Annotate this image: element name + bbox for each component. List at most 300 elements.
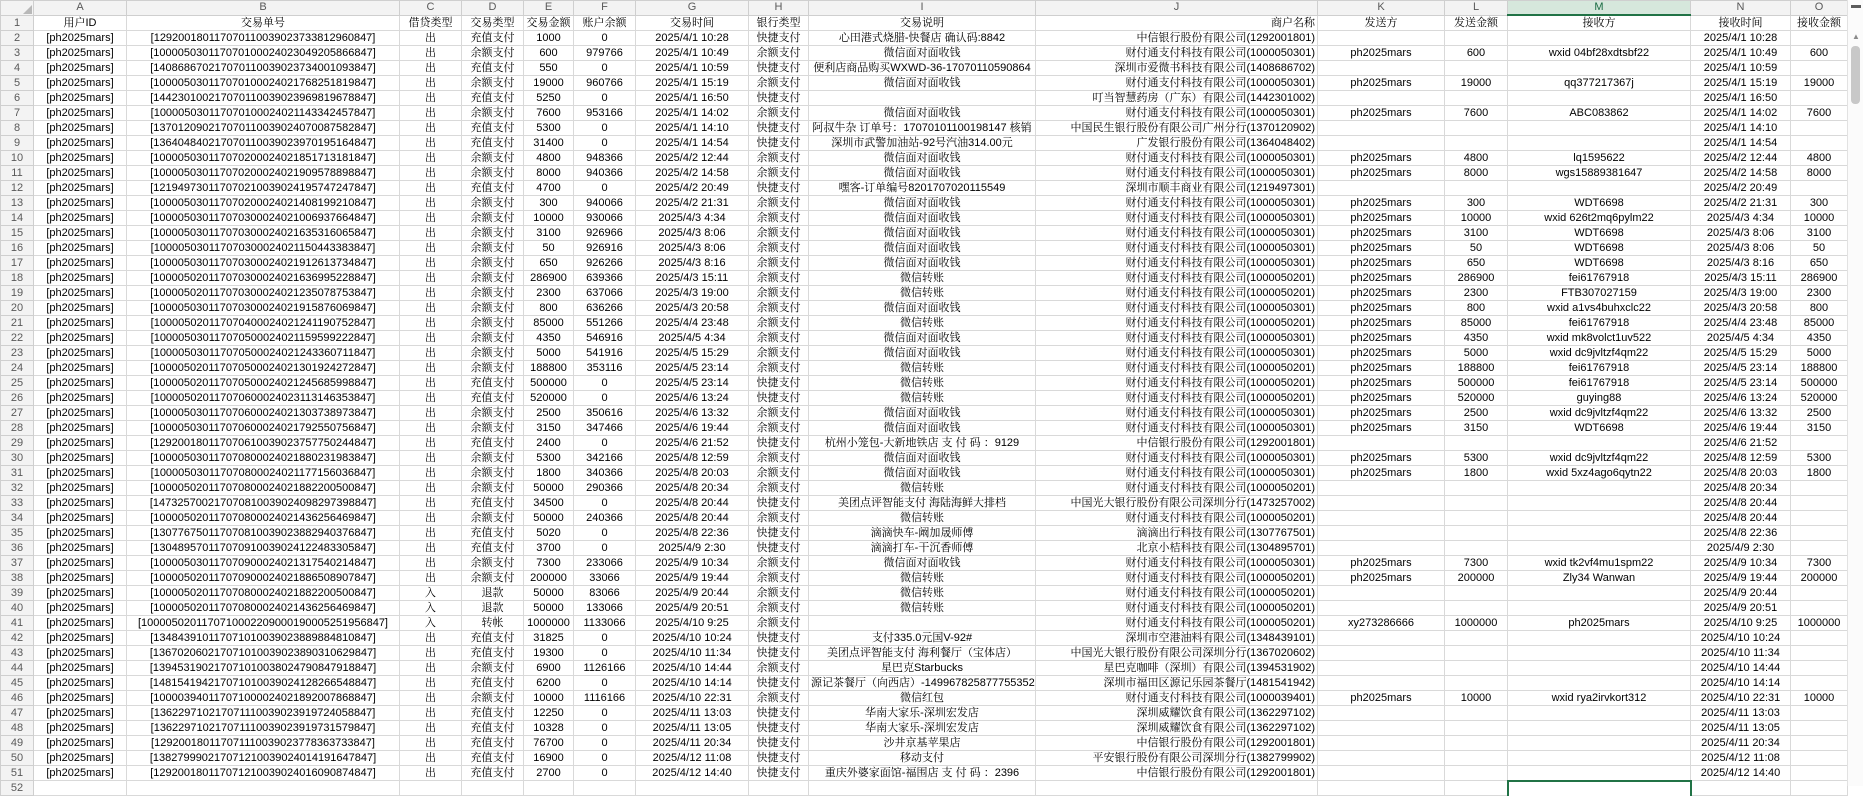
cell-E34[interactable]: 50000 xyxy=(524,511,574,526)
cell-H8[interactable]: 快捷支付 xyxy=(749,121,809,136)
cell-C20[interactable]: 出 xyxy=(400,301,462,316)
cell-K50[interactable] xyxy=(1318,751,1445,766)
cell-I25[interactable]: 微信转账 xyxy=(809,376,1036,391)
cell-J33[interactable]: 中国光大银行股份有限公司深圳分行(1473257002) xyxy=(1036,496,1318,511)
cell-A42[interactable]: [ph2025mars] xyxy=(34,631,127,646)
cell-D33[interactable]: 充值支付 xyxy=(462,496,524,511)
cell-L30[interactable]: 5300 xyxy=(1445,451,1508,466)
cell-O33[interactable] xyxy=(1791,496,1848,511)
row-header-39[interactable]: 39 xyxy=(1,586,34,601)
cell-E32[interactable]: 50000 xyxy=(524,481,574,496)
cell-D7[interactable]: 余额支付 xyxy=(462,106,524,121)
cell-E30[interactable]: 5300 xyxy=(524,451,574,466)
cell-L6[interactable] xyxy=(1445,91,1508,106)
cell-L7[interactable]: 7600 xyxy=(1445,106,1508,121)
cell-E25[interactable]: 500000 xyxy=(524,376,574,391)
cell-G17[interactable]: 2025/4/3 8:16 xyxy=(636,256,749,271)
cell-I39[interactable]: 微信转账 xyxy=(809,586,1036,601)
cell-D2[interactable]: 充值支付 xyxy=(462,31,524,46)
cell-I42[interactable]: 支付335.0元国V-92# xyxy=(809,631,1036,646)
cell-J21[interactable]: 财付通支付科技有限公司(1000050201) xyxy=(1036,316,1318,331)
cell-G3[interactable]: 2025/4/1 10:49 xyxy=(636,46,749,61)
cell-E16[interactable]: 50 xyxy=(524,241,574,256)
cell-J3[interactable]: 财付通支付科技有限公司(1000050301) xyxy=(1036,46,1318,61)
cell-A14[interactable]: [ph2025mars] xyxy=(34,211,127,226)
cell-M21[interactable]: fei61767918 xyxy=(1508,316,1691,331)
cell-M19[interactable]: FTB307027159 xyxy=(1508,286,1691,301)
cell-N33[interactable]: 2025/4/8 20:44 xyxy=(1691,496,1791,511)
cell-J24[interactable]: 财付通支付科技有限公司(1000050201) xyxy=(1036,361,1318,376)
cell-G4[interactable]: 2025/4/1 10:59 xyxy=(636,61,749,76)
row-header-48[interactable]: 48 xyxy=(1,721,34,736)
cell-C43[interactable]: 出 xyxy=(400,646,462,661)
cell-G14[interactable]: 2025/4/3 4:34 xyxy=(636,211,749,226)
cell-J9[interactable]: 广发银行股份有限公司(1364048402) xyxy=(1036,136,1318,151)
cell-D25[interactable]: 充值支付 xyxy=(462,376,524,391)
cell-J41[interactable]: 财付通支付科技有限公司(1000050201) xyxy=(1036,616,1318,631)
cell-N49[interactable]: 2025/4/11 20:34 xyxy=(1691,736,1791,751)
row-header-38[interactable]: 38 xyxy=(1,571,34,586)
cell-I40[interactable]: 微信转账 xyxy=(809,601,1036,616)
cell-L20[interactable]: 800 xyxy=(1445,301,1508,316)
cell-J1[interactable]: 商户名称 xyxy=(1036,15,1318,31)
cell-N46[interactable]: 2025/4/10 22:31 xyxy=(1691,691,1791,706)
cell-G37[interactable]: 2025/4/9 10:34 xyxy=(636,556,749,571)
cell-L4[interactable] xyxy=(1445,61,1508,76)
row-header-43[interactable]: 43 xyxy=(1,646,34,661)
cell-I43[interactable]: 美团点评智能支付 海利餐厅（宝体店） xyxy=(809,646,1036,661)
cell-E43[interactable]: 19300 xyxy=(524,646,574,661)
cell-K3[interactable]: ph2025mars xyxy=(1318,46,1445,61)
cell-K17[interactable]: ph2025mars xyxy=(1318,256,1445,271)
cell-M31[interactable]: wxid 5xz4ago6qytn22 xyxy=(1508,466,1691,481)
cell-M46[interactable]: wxid rya2irvkort312 xyxy=(1508,691,1691,706)
cell-J14[interactable]: 财付通支付科技有限公司(1000050301) xyxy=(1036,211,1318,226)
cell-M22[interactable]: wxid mk8volct1uv522 xyxy=(1508,331,1691,346)
cell-M51[interactable] xyxy=(1508,766,1691,781)
cell-L19[interactable]: 2300 xyxy=(1445,286,1508,301)
cell-D40[interactable]: 退款 xyxy=(462,601,524,616)
row-header-46[interactable]: 46 xyxy=(1,691,34,706)
cell-L45[interactable] xyxy=(1445,676,1508,691)
cell-G18[interactable]: 2025/4/3 15:11 xyxy=(636,271,749,286)
cell-E29[interactable]: 2400 xyxy=(524,436,574,451)
row-header-31[interactable]: 31 xyxy=(1,466,34,481)
cell-F38[interactable]: 33066 xyxy=(574,571,636,586)
cell-O28[interactable]: 3150 xyxy=(1791,421,1848,436)
cell-J20[interactable]: 财付通支付科技有限公司(1000050301) xyxy=(1036,301,1318,316)
cell-I2[interactable]: 心田港式烧腊-快餐店 确认码:8842 xyxy=(809,31,1036,46)
cell-E38[interactable]: 200000 xyxy=(524,571,574,586)
cell-E46[interactable]: 10000 xyxy=(524,691,574,706)
cell-A31[interactable]: [ph2025mars] xyxy=(34,466,127,481)
cell-M35[interactable] xyxy=(1508,526,1691,541)
cell-K21[interactable]: ph2025mars xyxy=(1318,316,1445,331)
cell-F42[interactable]: 0 xyxy=(574,631,636,646)
cell-B43[interactable]: [136702060217071010039023890310629847] xyxy=(127,646,400,661)
cell-O23[interactable]: 5000 xyxy=(1791,346,1848,361)
cell-G21[interactable]: 2025/4/4 23:48 xyxy=(636,316,749,331)
cell-L35[interactable] xyxy=(1445,526,1508,541)
cell-D22[interactable]: 余额支付 xyxy=(462,331,524,346)
cell-B7[interactable]: [100005030117070100024021143342457847] xyxy=(127,106,400,121)
cell-G31[interactable]: 2025/4/8 20:03 xyxy=(636,466,749,481)
cell-H35[interactable]: 快捷支付 xyxy=(749,526,809,541)
cell-O32[interactable] xyxy=(1791,481,1848,496)
cell-L9[interactable] xyxy=(1445,136,1508,151)
cell-D11[interactable]: 余额支付 xyxy=(462,166,524,181)
cell-C31[interactable]: 出 xyxy=(400,466,462,481)
cell-D29[interactable]: 充值支付 xyxy=(462,436,524,451)
cell-E49[interactable]: 76700 xyxy=(524,736,574,751)
cell-B6[interactable]: [144230100217070110039023969819678847] xyxy=(127,91,400,106)
cell-N51[interactable]: 2025/4/12 14:40 xyxy=(1691,766,1791,781)
cell-B29[interactable]: [129200180117070610039023757750244847] xyxy=(127,436,400,451)
cell-O9[interactable] xyxy=(1791,136,1848,151)
cell-M30[interactable]: wxid dc9jvltzf4qm22 xyxy=(1508,451,1691,466)
cell-M2[interactable] xyxy=(1508,31,1691,46)
cell-G39[interactable]: 2025/4/9 20:44 xyxy=(636,586,749,601)
cell-A2[interactable]: [ph2025mars] xyxy=(34,31,127,46)
cell-I47[interactable]: 华南大家乐-深圳宏发店 xyxy=(809,706,1036,721)
cell-O14[interactable]: 10000 xyxy=(1791,211,1848,226)
cell-J15[interactable]: 财付通支付科技有限公司(1000050301) xyxy=(1036,226,1318,241)
cell-A15[interactable]: [ph2025mars] xyxy=(34,226,127,241)
cell-J47[interactable]: 深圳威耀饮食有限公司(1362297102) xyxy=(1036,706,1318,721)
cell-H37[interactable]: 余额支付 xyxy=(749,556,809,571)
cell-H30[interactable]: 余额支付 xyxy=(749,451,809,466)
cell-L26[interactable]: 520000 xyxy=(1445,391,1508,406)
cell-E1[interactable]: 交易金额 xyxy=(524,15,574,31)
cell-J28[interactable]: 财付通支付科技有限公司(1000050301) xyxy=(1036,421,1318,436)
cell-N40[interactable]: 2025/4/9 20:51 xyxy=(1691,601,1791,616)
cell-F5[interactable]: 960766 xyxy=(574,76,636,91)
cell-D8[interactable]: 充值支付 xyxy=(462,121,524,136)
cell-D47[interactable]: 充值支付 xyxy=(462,706,524,721)
cell-D23[interactable]: 余额支付 xyxy=(462,346,524,361)
cell-H52[interactable] xyxy=(749,781,809,796)
cell-F32[interactable]: 290366 xyxy=(574,481,636,496)
cell-C41[interactable]: 入 xyxy=(400,616,462,631)
cell-K45[interactable] xyxy=(1318,676,1445,691)
cell-O30[interactable]: 5300 xyxy=(1791,451,1848,466)
cell-C29[interactable]: 出 xyxy=(400,436,462,451)
cell-E39[interactable]: 50000 xyxy=(524,586,574,601)
cell-O25[interactable]: 500000 xyxy=(1791,376,1848,391)
cell-M13[interactable]: WDT6698 xyxy=(1508,196,1691,211)
cell-O21[interactable]: 85000 xyxy=(1791,316,1848,331)
cell-N52[interactable] xyxy=(1691,781,1791,796)
cell-I1[interactable]: 交易说明 xyxy=(809,15,1036,31)
cell-O42[interactable] xyxy=(1791,631,1848,646)
cell-O29[interactable] xyxy=(1791,436,1848,451)
cell-I34[interactable]: 微信转账 xyxy=(809,511,1036,526)
cell-F31[interactable]: 340366 xyxy=(574,466,636,481)
row-header-36[interactable]: 36 xyxy=(1,541,34,556)
cell-M23[interactable]: wxid dc9jvltzf4qm22 xyxy=(1508,346,1691,361)
cell-L33[interactable] xyxy=(1445,496,1508,511)
cell-A46[interactable]: [ph2025mars] xyxy=(34,691,127,706)
cell-K23[interactable]: ph2025mars xyxy=(1318,346,1445,361)
cell-B45[interactable]: [148154194217071010039024128266548847] xyxy=(127,676,400,691)
cell-B42[interactable]: [134843910117071010039023889884810847] xyxy=(127,631,400,646)
cell-I50[interactable]: 移动支付 xyxy=(809,751,1036,766)
cell-A22[interactable]: [ph2025mars] xyxy=(34,331,127,346)
cell-O13[interactable]: 300 xyxy=(1791,196,1848,211)
cell-K11[interactable]: ph2025mars xyxy=(1318,166,1445,181)
row-header-40[interactable]: 40 xyxy=(1,601,34,616)
cell-A48[interactable]: [ph2025mars] xyxy=(34,721,127,736)
cell-I24[interactable]: 微信转账 xyxy=(809,361,1036,376)
cell-F43[interactable]: 0 xyxy=(574,646,636,661)
cell-A8[interactable]: [ph2025mars] xyxy=(34,121,127,136)
cell-E22[interactable]: 4350 xyxy=(524,331,574,346)
cell-F23[interactable]: 541916 xyxy=(574,346,636,361)
cell-B3[interactable]: [100005030117070100024023049205866847] xyxy=(127,46,400,61)
cell-M44[interactable] xyxy=(1508,661,1691,676)
cell-L27[interactable]: 2500 xyxy=(1445,406,1508,421)
cell-M47[interactable] xyxy=(1508,706,1691,721)
cell-D32[interactable]: 余额支付 xyxy=(462,481,524,496)
cell-H33[interactable]: 快捷支付 xyxy=(749,496,809,511)
row-header-24[interactable]: 24 xyxy=(1,361,34,376)
cell-O4[interactable] xyxy=(1791,61,1848,76)
cell-B14[interactable]: [100005030117070300024021006937664847] xyxy=(127,211,400,226)
cell-H24[interactable]: 余额支付 xyxy=(749,361,809,376)
cell-A51[interactable]: [ph2025mars] xyxy=(34,766,127,781)
row-header-16[interactable]: 16 xyxy=(1,241,34,256)
cell-F35[interactable]: 0 xyxy=(574,526,636,541)
cell-E48[interactable]: 10328 xyxy=(524,721,574,736)
cell-C9[interactable]: 出 xyxy=(400,136,462,151)
cell-D16[interactable]: 余额支付 xyxy=(462,241,524,256)
cell-K44[interactable] xyxy=(1318,661,1445,676)
cell-N23[interactable]: 2025/4/5 15:29 xyxy=(1691,346,1791,361)
cell-M16[interactable]: WDT6698 xyxy=(1508,241,1691,256)
cell-A50[interactable]: [ph2025mars] xyxy=(34,751,127,766)
cell-M4[interactable] xyxy=(1508,61,1691,76)
cell-B1[interactable]: 交易单号 xyxy=(127,15,400,31)
cell-N38[interactable]: 2025/4/9 19:44 xyxy=(1691,571,1791,586)
row-header-25[interactable]: 25 xyxy=(1,376,34,391)
cell-J22[interactable]: 财付通支付科技有限公司(1000050301) xyxy=(1036,331,1318,346)
cell-M15[interactable]: WDT6698 xyxy=(1508,226,1691,241)
cell-G15[interactable]: 2025/4/3 8:06 xyxy=(636,226,749,241)
cell-D14[interactable]: 余额支付 xyxy=(462,211,524,226)
cell-N27[interactable]: 2025/4/6 13:32 xyxy=(1691,406,1791,421)
cell-G35[interactable]: 2025/4/8 22:36 xyxy=(636,526,749,541)
cell-J11[interactable]: 财付通支付科技有限公司(1000050301) xyxy=(1036,166,1318,181)
cell-N28[interactable]: 2025/4/6 19:44 xyxy=(1691,421,1791,436)
cell-F2[interactable]: 0 xyxy=(574,31,636,46)
cell-H23[interactable]: 余额支付 xyxy=(749,346,809,361)
cell-D52[interactable] xyxy=(462,781,524,796)
cell-I16[interactable]: 微信面对面收钱 xyxy=(809,241,1036,256)
cell-M11[interactable]: wgs15889381647 xyxy=(1508,166,1691,181)
cell-C1[interactable]: 借贷类型 xyxy=(400,15,462,31)
cell-L34[interactable] xyxy=(1445,511,1508,526)
cell-L38[interactable]: 200000 xyxy=(1445,571,1508,586)
cell-I21[interactable]: 微信转账 xyxy=(809,316,1036,331)
cell-H25[interactable]: 快捷支付 xyxy=(749,376,809,391)
cell-C39[interactable]: 入 xyxy=(400,586,462,601)
cell-J5[interactable]: 财付通支付科技有限公司(1000050301) xyxy=(1036,76,1318,91)
cell-A34[interactable]: [ph2025mars] xyxy=(34,511,127,526)
cell-G46[interactable]: 2025/4/10 22:31 xyxy=(636,691,749,706)
cell-D1[interactable]: 交易类型 xyxy=(462,15,524,31)
cell-A44[interactable]: [ph2025mars] xyxy=(34,661,127,676)
cell-H15[interactable]: 余额支付 xyxy=(749,226,809,241)
column-header-H[interactable]: H xyxy=(749,1,809,16)
cell-I46[interactable]: 微信红包 xyxy=(809,691,1036,706)
cell-A1[interactable]: 用户ID xyxy=(34,15,127,31)
cell-G52[interactable] xyxy=(636,781,749,796)
cell-B15[interactable]: [100005030117070300024021635316065847] xyxy=(127,226,400,241)
cell-O19[interactable]: 2300 xyxy=(1791,286,1848,301)
cell-E8[interactable]: 5300 xyxy=(524,121,574,136)
cell-F8[interactable]: 0 xyxy=(574,121,636,136)
cell-E13[interactable]: 300 xyxy=(524,196,574,211)
cell-K35[interactable] xyxy=(1318,526,1445,541)
cell-G51[interactable]: 2025/4/12 14:40 xyxy=(636,766,749,781)
cell-J19[interactable]: 财付通支付科技有限公司(1000050201) xyxy=(1036,286,1318,301)
cell-K43[interactable] xyxy=(1318,646,1445,661)
cell-H11[interactable]: 余额支付 xyxy=(749,166,809,181)
cell-L40[interactable] xyxy=(1445,601,1508,616)
row-header-49[interactable]: 49 xyxy=(1,736,34,751)
cell-H41[interactable]: 余额支付 xyxy=(749,616,809,631)
cell-I12[interactable]: 嘿客-订单编号8201707020115549 xyxy=(809,181,1036,196)
cell-O7[interactable]: 7600 xyxy=(1791,106,1848,121)
cell-I27[interactable]: 微信面对面收钱 xyxy=(809,406,1036,421)
cell-J27[interactable]: 财付通支付科技有限公司(1000050301) xyxy=(1036,406,1318,421)
cell-I29[interactable]: 杭州小笼包-大新地铁店 支 付 码 ：9129 xyxy=(809,436,1036,451)
cell-B41[interactable]: [1000050201170710002209000190005251956847] xyxy=(127,616,400,631)
scrollbar-thumb[interactable] xyxy=(1851,46,1860,104)
cell-O48[interactable] xyxy=(1791,721,1848,736)
cell-G7[interactable]: 2025/4/1 14:02 xyxy=(636,106,749,121)
cell-B10[interactable]: [100005030117070200024021851713181847] xyxy=(127,151,400,166)
cell-J38[interactable]: 财付通支付科技有限公司(1000050201) xyxy=(1036,571,1318,586)
cell-C45[interactable]: 出 xyxy=(400,676,462,691)
cell-N37[interactable]: 2025/4/9 10:34 xyxy=(1691,556,1791,571)
cell-A25[interactable]: [ph2025mars] xyxy=(34,376,127,391)
cell-F28[interactable]: 347466 xyxy=(574,421,636,436)
cell-G2[interactable]: 2025/4/1 10:28 xyxy=(636,31,749,46)
cell-I5[interactable]: 微信面对面收钱 xyxy=(809,76,1036,91)
cell-E27[interactable]: 2500 xyxy=(524,406,574,421)
cell-L16[interactable]: 50 xyxy=(1445,241,1508,256)
cell-J10[interactable]: 财付通支付科技有限公司(1000050301) xyxy=(1036,151,1318,166)
cell-H12[interactable]: 快捷支付 xyxy=(749,181,809,196)
cell-M37[interactable]: wxid tk2vf4mu1spm22 xyxy=(1508,556,1691,571)
vertical-scrollbar[interactable] xyxy=(1847,0,1863,786)
cell-A4[interactable]: [ph2025mars] xyxy=(34,61,127,76)
cell-O8[interactable] xyxy=(1791,121,1848,136)
cell-G24[interactable]: 2025/4/5 23:14 xyxy=(636,361,749,376)
cell-D42[interactable]: 充值支付 xyxy=(462,631,524,646)
row-header-47[interactable]: 47 xyxy=(1,706,34,721)
cell-J35[interactable]: 滴滴出行科技有限公司(1307767501) xyxy=(1036,526,1318,541)
cell-B17[interactable]: [100005030117070300024021912613734847] xyxy=(127,256,400,271)
cell-K24[interactable]: ph2025mars xyxy=(1318,361,1445,376)
cell-O44[interactable] xyxy=(1791,661,1848,676)
cell-N30[interactable]: 2025/4/8 12:59 xyxy=(1691,451,1791,466)
cell-O37[interactable]: 7300 xyxy=(1791,556,1848,571)
cell-F22[interactable]: 546916 xyxy=(574,331,636,346)
cell-N34[interactable]: 2025/4/8 20:44 xyxy=(1691,511,1791,526)
cell-F30[interactable]: 342166 xyxy=(574,451,636,466)
cell-B35[interactable]: [130776750117070810039023882940376847] xyxy=(127,526,400,541)
cell-O36[interactable] xyxy=(1791,541,1848,556)
cell-C48[interactable]: 出 xyxy=(400,721,462,736)
row-header-15[interactable]: 15 xyxy=(1,226,34,241)
cell-O47[interactable] xyxy=(1791,706,1848,721)
cell-N12[interactable]: 2025/4/2 20:49 xyxy=(1691,181,1791,196)
cell-H5[interactable]: 余额支付 xyxy=(749,76,809,91)
cell-M18[interactable]: fei61767918 xyxy=(1508,271,1691,286)
cell-H44[interactable]: 余额支付 xyxy=(749,661,809,676)
row-header-34[interactable]: 34 xyxy=(1,511,34,526)
cell-E35[interactable]: 5020 xyxy=(524,526,574,541)
cell-J45[interactable]: 深圳市福田区源记乐园茶餐厅(1481541942) xyxy=(1036,676,1318,691)
cell-H43[interactable]: 快捷支付 xyxy=(749,646,809,661)
cell-N26[interactable]: 2025/4/6 13:24 xyxy=(1691,391,1791,406)
cell-B38[interactable]: [100005020117070900024021886508907847] xyxy=(127,571,400,586)
cell-O34[interactable] xyxy=(1791,511,1848,526)
cell-C14[interactable]: 出 xyxy=(400,211,462,226)
cell-B33[interactable]: [147325700217070810039024098297398847] xyxy=(127,496,400,511)
cell-C5[interactable]: 出 xyxy=(400,76,462,91)
scrollbar-split-handle[interactable] xyxy=(1851,5,1861,8)
cell-E40[interactable]: 50000 xyxy=(524,601,574,616)
cell-C51[interactable]: 出 xyxy=(400,766,462,781)
cell-J6[interactable]: 叮当智慧药房（广东）有限公司(1442301002) xyxy=(1036,91,1318,106)
cell-F45[interactable]: 0 xyxy=(574,676,636,691)
cell-L13[interactable]: 300 xyxy=(1445,196,1508,211)
cell-M14[interactable]: wxid 626t2mq6pylm22 xyxy=(1508,211,1691,226)
row-header-35[interactable]: 35 xyxy=(1,526,34,541)
cell-F20[interactable]: 636266 xyxy=(574,301,636,316)
cell-C11[interactable]: 出 xyxy=(400,166,462,181)
cell-B8[interactable]: [137012090217070110039024070087582847] xyxy=(127,121,400,136)
cell-D20[interactable]: 余额支付 xyxy=(462,301,524,316)
cell-A26[interactable]: [ph2025mars] xyxy=(34,391,127,406)
cell-N8[interactable]: 2025/4/1 14:10 xyxy=(1691,121,1791,136)
cell-A11[interactable]: [ph2025mars] xyxy=(34,166,127,181)
cell-A19[interactable]: [ph2025mars] xyxy=(34,286,127,301)
cell-F47[interactable]: 0 xyxy=(574,706,636,721)
cell-L29[interactable] xyxy=(1445,436,1508,451)
cell-F19[interactable]: 637066 xyxy=(574,286,636,301)
row-header-41[interactable]: 41 xyxy=(1,616,34,631)
cell-D13[interactable]: 余额支付 xyxy=(462,196,524,211)
cell-B48[interactable]: [136229710217071110039023919731579847] xyxy=(127,721,400,736)
cell-J18[interactable]: 财付通支付科技有限公司(1000050201) xyxy=(1036,271,1318,286)
cell-N29[interactable]: 2025/4/6 21:52 xyxy=(1691,436,1791,451)
cell-F9[interactable]: 0 xyxy=(574,136,636,151)
cell-E15[interactable]: 3100 xyxy=(524,226,574,241)
cell-J40[interactable]: 财付通支付科技有限公司(1000050201) xyxy=(1036,601,1318,616)
cell-K25[interactable]: ph2025mars xyxy=(1318,376,1445,391)
cell-H50[interactable]: 快捷支付 xyxy=(749,751,809,766)
cell-E42[interactable]: 31825 xyxy=(524,631,574,646)
cell-B44[interactable]: [139453190217071010038024790847918847] xyxy=(127,661,400,676)
row-header-19[interactable]: 19 xyxy=(1,286,34,301)
cell-D9[interactable]: 充值支付 xyxy=(462,136,524,151)
cell-H18[interactable]: 余额支付 xyxy=(749,271,809,286)
cell-H36[interactable]: 快捷支付 xyxy=(749,541,809,556)
